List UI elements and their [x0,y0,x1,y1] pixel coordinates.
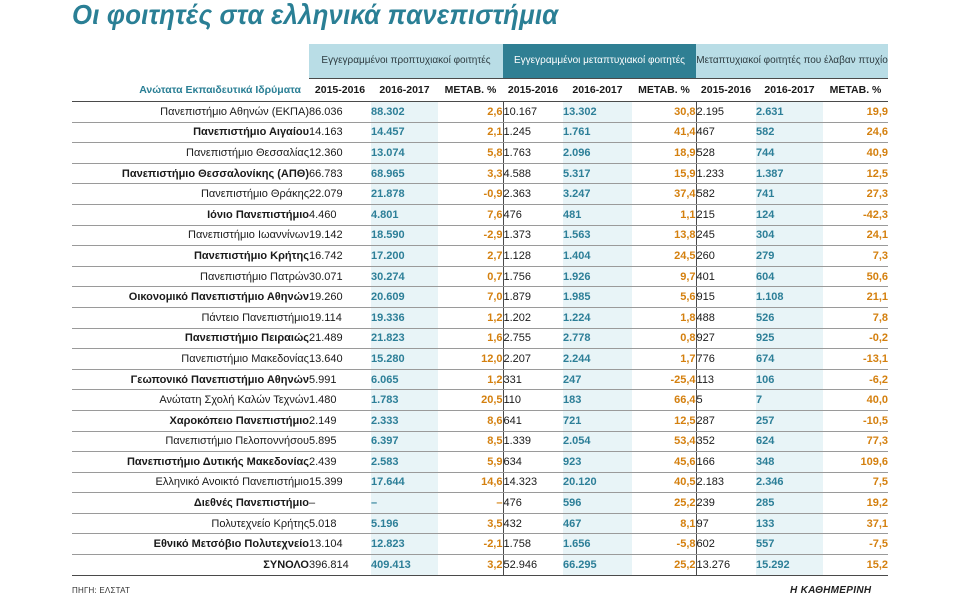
subheader-change: ΜΕΤΑΒ. % [632,79,696,102]
corner-blank [72,44,309,79]
institution-name: Πανεπιστήμιο Δυτικής Μακεδονίας [72,452,309,473]
value-2015-cell: 19.114 [309,307,371,328]
value-2015-cell: 260 [696,246,756,267]
value-2015-cell: 2.149 [309,410,371,431]
value-2015-cell: 166 [696,452,756,473]
institution-name: Πανεπιστήμιο Πελοποννήσου [72,431,309,452]
change-percent-cell: -0,9 [438,184,503,205]
value-2016-cell: 481 [563,204,632,225]
value-2016-cell: 30.274 [371,266,438,287]
value-2016-cell: 247 [563,369,632,390]
value-2016-cell: 183 [563,390,632,411]
value-2016-cell: 279 [756,246,823,267]
value-2016-cell: 741 [756,184,823,205]
value-2016-cell: 18.590 [371,225,438,246]
change-percent-cell: 5,8 [438,143,503,164]
change-percent-cell: 41,4 [632,122,696,143]
value-2016-cell: 5.196 [371,513,438,534]
table-body [72,102,888,576]
change-percent-cell: 24,5 [632,246,696,267]
change-percent-cell: 1,2 [438,307,503,328]
institution-name: Πανεπιστήμιο Κρήτης [72,246,309,267]
value-2015-cell: 1.339 [503,431,563,452]
value-2016-cell: 467 [563,513,632,534]
value-2015-cell: 467 [696,122,756,143]
subheader-2016: 2016-2017 [371,79,438,102]
value-2016-cell: 2.054 [563,431,632,452]
change-percent-cell: 40,5 [632,472,696,493]
value-2015-cell: 401 [696,266,756,287]
value-2015-cell: 5.991 [309,369,371,390]
table-row [72,143,888,164]
students-table [72,44,888,576]
value-2016-cell: 6.065 [371,369,438,390]
table-row [72,225,888,246]
institution-name: Ιόνιο Πανεπιστήμιο [72,204,309,225]
value-2016-cell: 1.387 [756,163,823,184]
value-2015-cell: 21.489 [309,328,371,349]
value-2016-cell: 106 [756,369,823,390]
value-2016-cell: 1.224 [563,307,632,328]
value-2016-cell: 14.457 [371,122,438,143]
value-2016-cell: 3.247 [563,184,632,205]
value-2015-cell: 1.245 [503,122,563,143]
change-percent-cell: 24,6 [823,122,888,143]
value-2016-cell: 923 [563,452,632,473]
change-percent-cell: 8,1 [632,513,696,534]
change-percent-cell: 7,5 [823,472,888,493]
value-2015-cell: 602 [696,534,756,555]
change-percent-cell: 109,6 [823,452,888,473]
table-row [72,122,888,143]
value-2016-cell: 1.404 [563,246,632,267]
value-2016-cell: 285 [756,493,823,514]
value-2015-cell: 97 [696,513,756,534]
value-2016-cell: 2.631 [756,102,823,123]
change-percent-cell: 19,9 [823,102,888,123]
value-2015-cell: 488 [696,307,756,328]
institution-name: Πάντειο Πανεπιστήμιο [72,307,309,328]
table-row [72,328,888,349]
table-row [72,287,888,308]
table-row [72,369,888,390]
subheader-change: ΜΕΤΑΒ. % [823,79,888,102]
value-2016-cell: 604 [756,266,823,287]
value-2016-cell: 20.120 [563,472,632,493]
value-2015-cell: 15.399 [309,472,371,493]
change-percent-cell: 45,6 [632,452,696,473]
value-2015-cell: 52.946 [503,555,563,576]
table-row [72,163,888,184]
value-2016-cell: 409.413 [371,555,438,576]
institution-name: Εθνικό Μετσόβιο Πολυτεχνείο [72,534,309,555]
subheader-2016: 2016-2017 [756,79,823,102]
table-row [72,472,888,493]
value-2016-cell: 624 [756,431,823,452]
value-2015-cell: 86.036 [309,102,371,123]
subheader-2015: 2015-2016 [503,79,563,102]
change-percent-cell: -0,2 [823,328,888,349]
change-percent-cell: 3,2 [438,555,503,576]
change-percent-cell: -6,2 [823,369,888,390]
change-percent-cell: 77,3 [823,431,888,452]
change-percent-cell: 13,8 [632,225,696,246]
table-row [72,184,888,205]
value-2016-cell: 925 [756,328,823,349]
row-header-label: Ανώτατα Εκπαιδευτικά Ιδρύματα [72,79,309,102]
value-2015-cell: 927 [696,328,756,349]
change-percent-cell: 12,5 [823,163,888,184]
source-note: ΠΗΓΗ: ΕΛΣΤΑΤ [72,586,131,595]
value-2016-cell: 66.295 [563,555,632,576]
value-2015-cell: 12.360 [309,143,371,164]
table-row [72,246,888,267]
value-2016-cell: 1.761 [563,122,632,143]
change-percent-cell: – [438,493,503,514]
table-row [72,410,888,431]
value-2015-cell: 476 [503,493,563,514]
value-2016-cell: 1.985 [563,287,632,308]
change-percent-cell: 15,9 [632,163,696,184]
subheader-2015: 2015-2016 [309,79,371,102]
group-header-postgrad: Εγγεγραμμένοι μεταπτυχιακοί φοιτητές [503,44,696,79]
value-2015-cell: 5.895 [309,431,371,452]
value-2016-cell: 15.280 [371,349,438,370]
value-2016-cell: 6.397 [371,431,438,452]
change-percent-cell: 37,1 [823,513,888,534]
table-row [72,204,888,225]
institution-name: Διεθνές Πανεπιστήμιο [72,493,309,514]
change-percent-cell: 25,2 [632,493,696,514]
institution-name: Πολυτεχνείο Κρήτης [72,513,309,534]
institution-name: Πανεπιστήμιο Πατρών [72,266,309,287]
value-2016-cell: 2.583 [371,452,438,473]
table-row [72,431,888,452]
institution-name: Πανεπιστήμιο Αιγαίου [72,122,309,143]
institution-name: Πανεπιστήμιο Θράκης [72,184,309,205]
change-percent-cell: 1,6 [438,328,503,349]
value-2015-cell: 1.373 [503,225,563,246]
value-2015-cell: 5.018 [309,513,371,534]
change-percent-cell: 3,3 [438,163,503,184]
value-2015-cell: 634 [503,452,563,473]
value-2016-cell: 21.878 [371,184,438,205]
change-percent-cell: 1,7 [632,349,696,370]
value-2015-cell: 528 [696,143,756,164]
value-2015-cell: 4.588 [503,163,563,184]
value-2016-cell: 721 [563,410,632,431]
value-2015-cell: 641 [503,410,563,431]
change-percent-cell: 7,0 [438,287,503,308]
change-percent-cell: 0,7 [438,266,503,287]
value-2016-cell: 1.783 [371,390,438,411]
value-2016-cell: 21.823 [371,328,438,349]
value-2015-cell: 19.260 [309,287,371,308]
value-2015-cell: 1.233 [696,163,756,184]
value-2016-cell: 7 [756,390,823,411]
value-2015-cell: 30.071 [309,266,371,287]
value-2016-cell: 304 [756,225,823,246]
change-percent-cell: 1,1 [632,204,696,225]
value-2015-cell: 66.783 [309,163,371,184]
table-row [72,266,888,287]
value-2015-cell: 2.363 [503,184,563,205]
value-2016-cell: 1.656 [563,534,632,555]
value-2015-cell: 776 [696,349,756,370]
value-2015-cell: 13.104 [309,534,371,555]
value-2015-cell: 10.167 [503,102,563,123]
value-2016-cell: 88.302 [371,102,438,123]
value-2015-cell: 1.128 [503,246,563,267]
value-2015-cell: 2.183 [696,472,756,493]
change-percent-cell: 20,5 [438,390,503,411]
institution-name: Πανεπιστήμιο Θεσσαλίας [72,143,309,164]
subheader-2016: 2016-2017 [563,79,632,102]
change-percent-cell: 53,4 [632,431,696,452]
institution-name: Ανώτατη Σχολή Καλών Τεχνών [72,390,309,411]
value-2016-cell: 674 [756,349,823,370]
change-percent-cell: -7,5 [823,534,888,555]
value-2015-cell: 19.142 [309,225,371,246]
value-2016-cell: 257 [756,410,823,431]
value-2015-cell: 1.763 [503,143,563,164]
change-percent-cell: 15,2 [823,555,888,576]
value-2015-cell: 22.079 [309,184,371,205]
value-2016-cell: 4.801 [371,204,438,225]
change-percent-cell: 5,6 [632,287,696,308]
value-2016-cell: 15.292 [756,555,823,576]
change-percent-cell: -10,5 [823,410,888,431]
value-2015-cell: 4.460 [309,204,371,225]
change-percent-cell: -5,8 [632,534,696,555]
change-percent-cell: 40,0 [823,390,888,411]
change-percent-cell: 24,1 [823,225,888,246]
institution-name: Γεωπονικό Πανεπιστήμιο Αθηνών [72,369,309,390]
change-percent-cell: 14,6 [438,472,503,493]
institution-name: Ελληνικό Ανοικτό Πανεπιστήμιο [72,472,309,493]
value-2015-cell: – [309,493,371,514]
institution-name: Πανεπιστήμιο Αθηνών (ΕΚΠΑ) [72,102,309,123]
value-2016-cell: 68.965 [371,163,438,184]
change-percent-cell: 5,9 [438,452,503,473]
change-percent-cell: 50,6 [823,266,888,287]
change-percent-cell: 1,8 [632,307,696,328]
value-2016-cell: 12.823 [371,534,438,555]
value-2016-cell: 13.074 [371,143,438,164]
value-2015-cell: 110 [503,390,563,411]
change-percent-cell: 7,3 [823,246,888,267]
table-row [72,534,888,555]
value-2015-cell: 2.755 [503,328,563,349]
change-percent-cell: -2,1 [438,534,503,555]
institution-name: Πανεπιστήμιο Θεσσαλονίκης (ΑΠΘ) [72,163,309,184]
table-row [72,102,888,123]
subheader-2015: 2015-2016 [696,79,756,102]
value-2016-cell: 19.336 [371,307,438,328]
change-percent-cell: 7,6 [438,204,503,225]
value-2016-cell: 2.333 [371,410,438,431]
change-percent-cell: 18,9 [632,143,696,164]
value-2016-cell: 744 [756,143,823,164]
group-header-undergrad: Εγγεγραμμένοι προπτυχιακοί φοιτητές [309,44,503,79]
change-percent-cell: 1,2 [438,369,503,390]
value-2016-cell: 1.926 [563,266,632,287]
total-label: ΣΥΝΟΛΟ [72,555,309,576]
value-2015-cell: 14.323 [503,472,563,493]
value-2016-cell: – [371,493,438,514]
change-percent-cell: 25,2 [632,555,696,576]
value-2015-cell: 287 [696,410,756,431]
value-2016-cell: 2.346 [756,472,823,493]
value-2015-cell: 1.480 [309,390,371,411]
change-percent-cell: 37,4 [632,184,696,205]
table-row [72,513,888,534]
change-percent-cell: -2,9 [438,225,503,246]
table-row [72,307,888,328]
value-2015-cell: 1.879 [503,287,563,308]
change-percent-cell: 27,3 [823,184,888,205]
value-2016-cell: 17.644 [371,472,438,493]
change-percent-cell: 2,7 [438,246,503,267]
value-2015-cell: 2.207 [503,349,563,370]
institution-name: Πανεπιστήμιο Πειραιώς [72,328,309,349]
change-percent-cell: 21,1 [823,287,888,308]
change-percent-cell: 8,5 [438,431,503,452]
value-2016-cell: 17.200 [371,246,438,267]
table-row [72,349,888,370]
brand-logo: Η ΚΑΘΗΜΕΡΙΝΗ [790,585,872,596]
value-2016-cell: 348 [756,452,823,473]
value-2016-cell: 2.096 [563,143,632,164]
institution-name: Χαροκόπειο Πανεπιστήμιο [72,410,309,431]
value-2015-cell: 215 [696,204,756,225]
value-2016-cell: 1.108 [756,287,823,308]
change-percent-cell: 12,5 [632,410,696,431]
value-2015-cell: 2.195 [696,102,756,123]
value-2015-cell: 1.202 [503,307,563,328]
value-2016-cell: 133 [756,513,823,534]
value-2015-cell: 13.276 [696,555,756,576]
value-2016-cell: 596 [563,493,632,514]
change-percent-cell: 19,2 [823,493,888,514]
page-title: Οι φοιτητές στα ελληνικά πανεπιστήμια [72,0,559,30]
value-2016-cell: 20.609 [371,287,438,308]
value-2015-cell: 14.163 [309,122,371,143]
value-2015-cell: 476 [503,204,563,225]
value-2016-cell: 5.317 [563,163,632,184]
value-2015-cell: 396.814 [309,555,371,576]
table-row [72,390,888,411]
value-2015-cell: 432 [503,513,563,534]
value-2015-cell: 582 [696,184,756,205]
change-percent-cell: -42,3 [823,204,888,225]
institution-name: Πανεπιστήμιο Μακεδονίας [72,349,309,370]
subheader-change: ΜΕΤΑΒ. % [438,79,503,102]
value-2016-cell: 582 [756,122,823,143]
change-percent-cell: 8,6 [438,410,503,431]
institution-name: Οικονομικό Πανεπιστήμιο Αθηνών [72,287,309,308]
change-percent-cell: 12,0 [438,349,503,370]
value-2016-cell: 124 [756,204,823,225]
change-percent-cell: -25,4 [632,369,696,390]
value-2015-cell: 1.758 [503,534,563,555]
change-percent-cell: 9,7 [632,266,696,287]
value-2016-cell: 2.778 [563,328,632,349]
value-2015-cell: 915 [696,287,756,308]
change-percent-cell: 2,6 [438,102,503,123]
value-2015-cell: 13.640 [309,349,371,370]
table-row [72,493,888,514]
total-row [72,555,888,576]
value-2015-cell: 16.742 [309,246,371,267]
value-2016-cell: 557 [756,534,823,555]
value-2015-cell: 239 [696,493,756,514]
table-row [72,452,888,473]
value-2015-cell: 5 [696,390,756,411]
value-2015-cell: 352 [696,431,756,452]
change-percent-cell: 3,5 [438,513,503,534]
value-2015-cell: 2.439 [309,452,371,473]
value-2016-cell: 2.244 [563,349,632,370]
change-percent-cell: 7,8 [823,307,888,328]
change-percent-cell: 30,8 [632,102,696,123]
value-2016-cell: 1.563 [563,225,632,246]
value-2015-cell: 113 [696,369,756,390]
group-header-graduated: Μεταπτυχιακοί φοιτητές που έλαβαν πτυχίο [696,44,888,79]
value-2015-cell: 245 [696,225,756,246]
change-percent-cell: 40,9 [823,143,888,164]
change-percent-cell: 66,4 [632,390,696,411]
change-percent-cell: -13,1 [823,349,888,370]
value-2016-cell: 526 [756,307,823,328]
change-percent-cell: 2,1 [438,122,503,143]
institution-name: Πανεπιστήμιο Ιωαννίνων [72,225,309,246]
change-percent-cell: 0,8 [632,328,696,349]
value-2015-cell: 1.756 [503,266,563,287]
value-2016-cell: 13.302 [563,102,632,123]
value-2015-cell: 331 [503,369,563,390]
